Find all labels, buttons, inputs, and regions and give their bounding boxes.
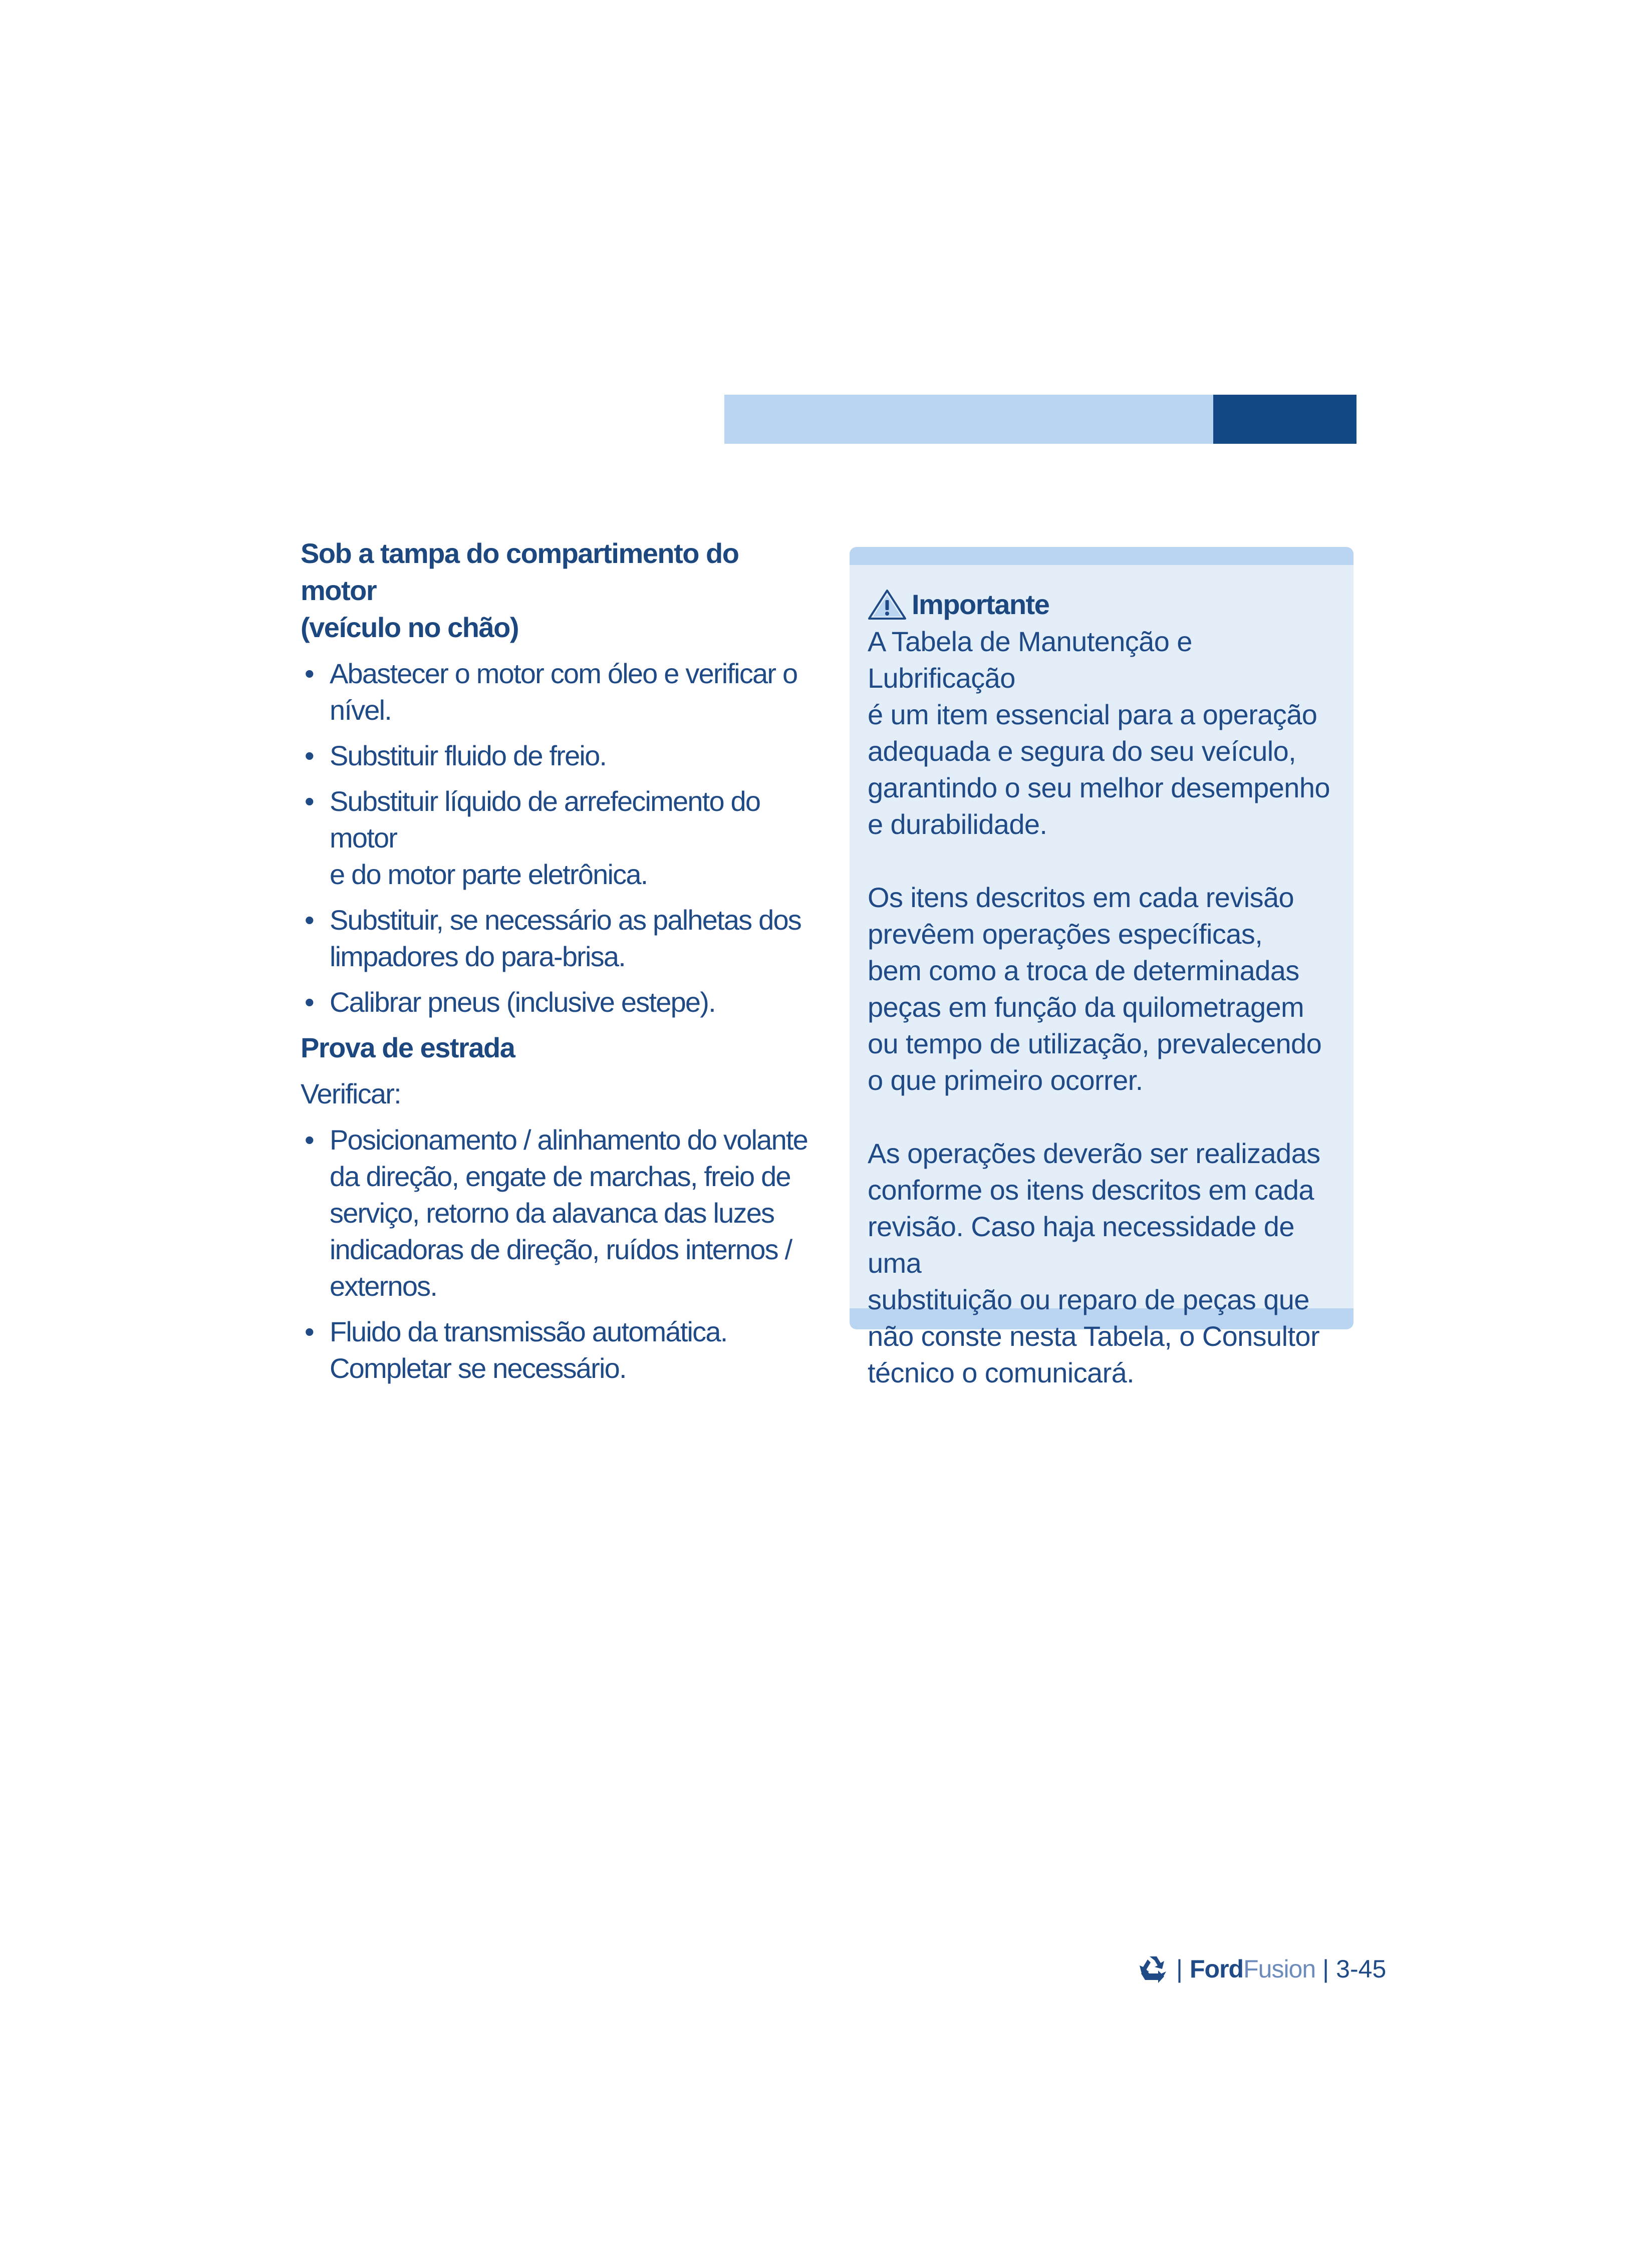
list-item: • Posicionamento / alinhamento do volante da direção, engate de marchas, freio de serviço, retorno da alavanca das luzes indicadoras de direção, ruídos internos / externos. xyxy=(301,1121,817,1304)
important-note-box xyxy=(850,547,1353,1388)
bullet-icon: • xyxy=(305,986,314,1018)
list-item: • Abastecer o motor com óleo e verificar o nível. xyxy=(301,655,817,728)
road-test-list xyxy=(301,1121,817,1386)
recycle-icon xyxy=(1137,1953,1169,1984)
list-item: • Calibrar pneus (inclusive estepe). xyxy=(301,984,817,1020)
bullet-icon: • xyxy=(305,740,314,771)
bullet-icon: • xyxy=(305,658,314,689)
note-paragraph: Os itens descritos em cada revisão prevêem operações específicas, bem como a troca de determinadas peças em função da quilometragem ou tempo de utilização, prevalecendo o que primeiro ocorrer. xyxy=(868,882,1322,1096)
section-heading-engine: Sob a tampa do compartimento do motor (veículo no chão) xyxy=(301,537,739,643)
page-number: 3-45 xyxy=(1336,1955,1387,1983)
section-heading-road-test: Prova de estrada xyxy=(301,1032,515,1063)
note-content xyxy=(868,586,1338,1391)
road-test-intro: Verificar: xyxy=(301,1078,401,1109)
bullet-icon: • xyxy=(305,904,314,936)
list-item: • Substituir, se necessário as palhetas dos limpadores do para-brisa. xyxy=(301,902,817,975)
list-item: • Substituir fluido de freio. xyxy=(301,737,817,774)
note-title: Importante xyxy=(868,586,1338,623)
note-paragraph: As operações deverão ser realizadas conforme os itens descritos em cada revisão. Caso haja necessidade de uma substituição ou reparo de peças que não conste nesta Tabela, o Consultor técnico o comunicará. xyxy=(868,1138,1320,1388)
warning-icon xyxy=(868,589,907,620)
footer-separator: | xyxy=(1176,1955,1183,1983)
list-item: • Substituir líquido de arrefecimento do motor e do motor parte eletrônica. xyxy=(301,783,817,893)
engine-list xyxy=(301,655,817,1020)
note-paragraph: A Tabela de Manutenção e Lubrificação é um item essencial para a operação adequada e segura do seu veículo, garantindo o seu melhor desempenho e durabilidade. xyxy=(868,626,1330,840)
header-bar-dark xyxy=(1213,395,1356,444)
bullet-icon: • xyxy=(305,1124,314,1156)
page-footer xyxy=(1137,1950,1386,1988)
bullet-icon: • xyxy=(305,785,314,817)
header-bar-light xyxy=(724,395,1213,444)
footer-brand-ford: Ford xyxy=(1190,1955,1244,1983)
left-column xyxy=(301,535,817,1395)
bullet-icon: • xyxy=(305,1316,314,1347)
footer-separator: | xyxy=(1322,1955,1329,1983)
list-item: • Fluido da transmissão automática. Completar se necessário. xyxy=(301,1313,817,1386)
footer-brand-fusion: Fusion xyxy=(1243,1955,1316,1983)
